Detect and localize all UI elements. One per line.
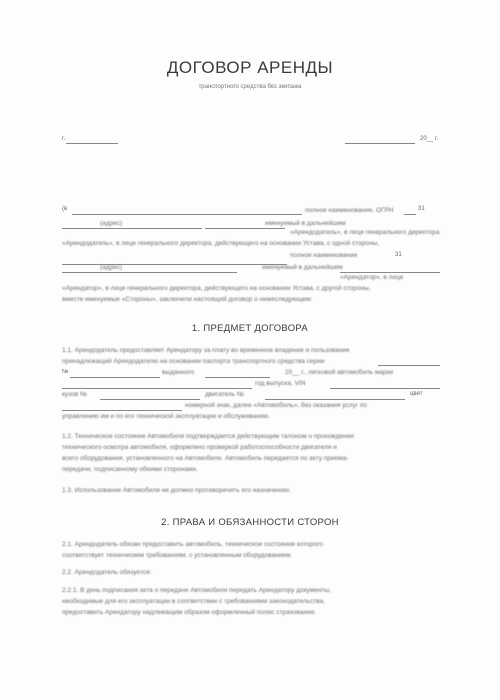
party2-address-blank	[62, 272, 237, 273]
party1-role-label: «Арендодатель», в лице генерального директора	[290, 229, 440, 236]
s1-p2-line2: технического осмотра автомобиля, оформлено проверкой работоспособности двигателя и	[62, 444, 337, 451]
party1-named-label: именуемый в дальнейшем	[265, 220, 346, 227]
parties-closing-line: вместе именуемые «Стороны», заключили настоящий договор о нижеследующем:	[62, 296, 313, 303]
party1-num: 31	[418, 206, 425, 212]
date-blank	[345, 143, 415, 144]
party1-blank-2	[205, 228, 285, 229]
document-title: ДОГОВОР АРЕНДЫ	[166, 58, 334, 77]
s1-engine-label: двигатель №	[205, 391, 244, 398]
s1-issued-blank	[205, 377, 270, 378]
s1-p1-line6: номерной знак, далее «Автомобиль», без оказания услуг по	[185, 402, 368, 409]
party2-name-label: полное наименование	[290, 252, 358, 259]
s1-p1-line1: 1.1. Арендодатель предоставляет Арендатору за плату во временное владение и пользование	[62, 347, 350, 354]
party2-address-label: (адрес)	[100, 264, 123, 271]
s2-p1-line1: 2.1. Арендодатель обязан предоставить автомобиль, техническое состояние которого	[62, 541, 323, 548]
s2-p3-line2: необходимые для его эксплуатации в соответствии с требованиями законодательства,	[62, 598, 326, 605]
s1-vin-blank	[330, 388, 440, 389]
party1-address-blank	[62, 228, 202, 229]
s1-car-label: 20__ г., легковой автомобиль марки	[285, 369, 394, 376]
section1-heading: 1. ПРЕДМЕТ ДОГОВОРА	[191, 323, 309, 334]
s1-issued-label: выданного	[162, 369, 195, 376]
place-blank	[66, 143, 118, 144]
s1-series-blank	[378, 365, 440, 366]
place-label: г.	[62, 136, 66, 142]
party2-num: 31	[395, 252, 402, 258]
s1-num-label: №	[62, 369, 69, 375]
party1-address-label: (адрес)	[100, 220, 123, 227]
party2-named-label: именуемый в дальнейшем	[262, 264, 343, 271]
s2-p3-line3: предоставить Арендатору надлежащим образом оформленный полис страхования.	[62, 609, 317, 616]
section2-heading: 2. ПРАВА И ОБЯЗАННОСТИ СТОРОН	[161, 517, 339, 528]
s1-p1-line2: принадлежащий Арендодателю на основании паспорта транспортного средства серии	[62, 358, 325, 365]
party1-name-blank	[72, 214, 302, 215]
s1-p1-line7: управлению им и по его технической эксплуатации и обслуживанию.	[62, 413, 270, 420]
s1-num-blank	[70, 377, 160, 378]
s1-plate-blank	[62, 410, 182, 411]
s1-p2-line4: передачи, подписанному обеими сторонами.	[62, 466, 198, 473]
s2-p1-line2: соответствует техническим требованиям, с установленным оборудованием.	[62, 552, 293, 559]
s1-p2-line3: всего оборудования, установленного на Автомобиле. Автомобиль передается по акту приема-	[62, 455, 349, 462]
s2-p3-line1: 2.2.1. В день подписания акта о передаче Автомобиля передать Арендатору документы,	[62, 587, 331, 594]
s1-year-label: год выпуска, VIN	[255, 380, 306, 387]
s1-engine-blank	[265, 399, 405, 400]
party2-rep-line: «Арендатор», в лице генерального директора, действующего на основании Устава, с другой стороны,	[62, 285, 371, 292]
party2-name-blank	[62, 264, 287, 265]
party2-role-label: «Арендатор», в лице	[340, 274, 404, 281]
s1-body-blank	[100, 399, 200, 400]
s1-color-label: цвет	[410, 391, 423, 397]
document-subtitle: транспортного средства без экипажа	[198, 84, 302, 90]
date-label: 20__ г.	[420, 136, 439, 142]
party1-ogrn-label: полное наименование, ОГРН	[305, 207, 394, 214]
s1-p2-line1: 1.2. Техническое состояние Автомобиля подтверждается действующим талоном о прохождении	[62, 433, 354, 440]
party1-prefix: (в	[62, 206, 68, 212]
s1-p3: 1.3. Использование Автомобиля не должно противоречить его назначению.	[62, 487, 291, 494]
s1-body-label: кузов №	[62, 391, 87, 398]
s2-p2: 2.2. Арендодатель обязуется:	[62, 569, 152, 576]
party2-blank-2	[340, 272, 440, 273]
s1-model-blank	[62, 388, 252, 389]
party1-rep-line: «Арендодатель», в лице генерального директора, действующего на основании Устава, с одной стороны,	[62, 240, 380, 247]
party1-blank-end	[404, 214, 416, 215]
